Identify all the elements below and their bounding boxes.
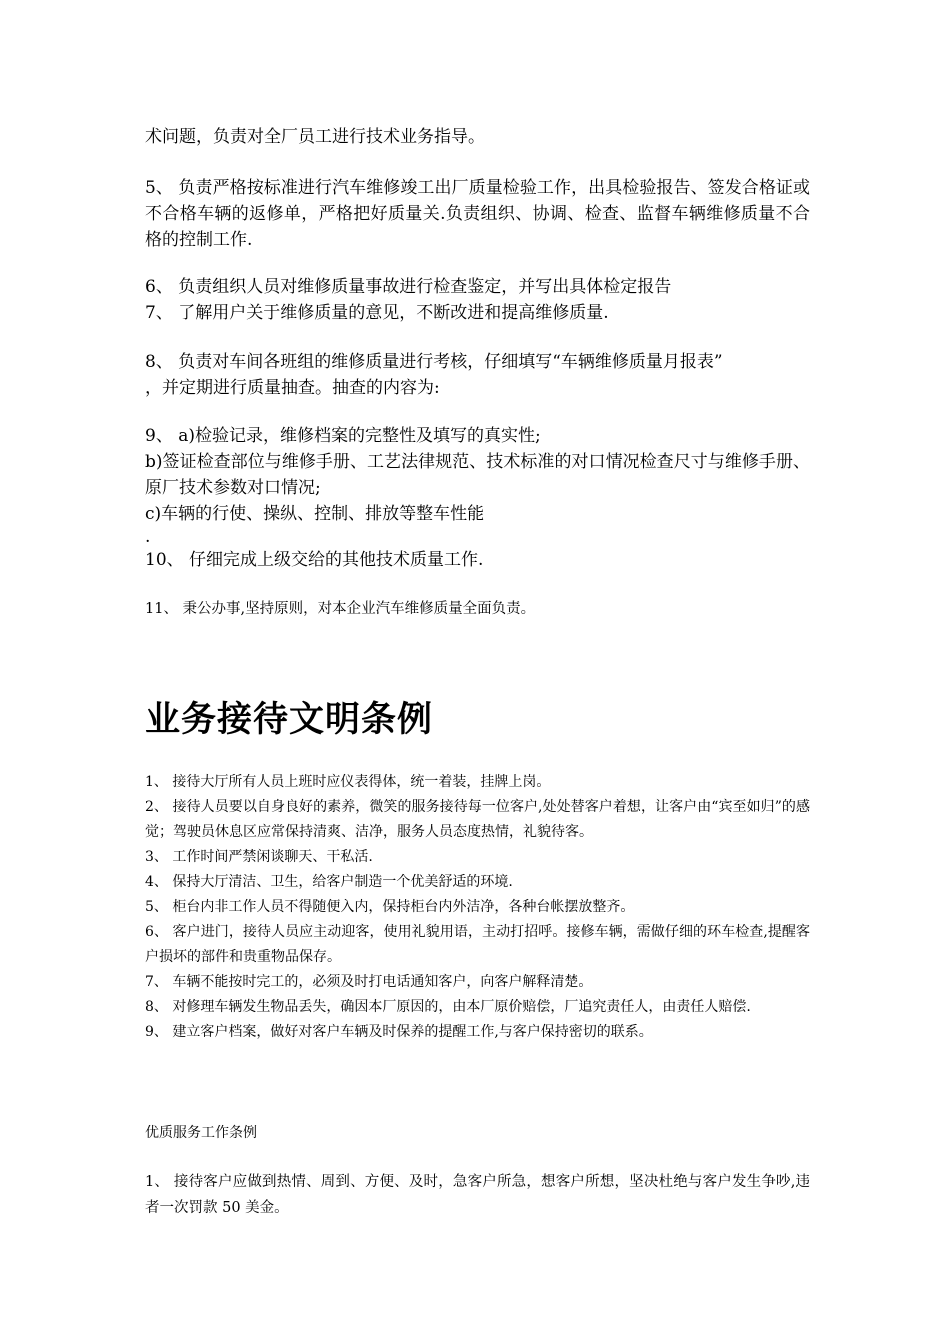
- item-9a: 9、 a)检验记录，维修档案的完整性及填写的真实性;: [145, 426, 541, 446]
- list-item: 7、 车辆不能按时完工的，必须及时打电话通知客户，向客户解释清楚。: [145, 974, 593, 990]
- service-rule-item-1: 1、 接待客户应做到热情、周到、方便、及时，急客户所急，想客户所想，坚决杜绝与客户发生争吵,违者一次罚款 50 美金。: [145, 1174, 810, 1216]
- list-item: 8、 对修理车辆发生物品丢失，确因本厂原因的，由本厂原价赔偿，厂追究责任人，由责任人赔偿.: [145, 999, 751, 1015]
- item-8-line1: 8、 负责对车间各班组的维修质量进行考核，仔细填写“车辆维修质量月报表”: [145, 352, 723, 372]
- item-9c: c)车辆的行使、操纵、控制、排放等整车性能: [145, 504, 485, 524]
- list-item: 9、 建立客户档案，做好对客户车辆及时保养的提醒工作,与客户保持密切的联系。: [145, 1024, 653, 1040]
- list-item: 5、 柜台内非工作人员不得随便入内，保持柜台内外洁净，各种台帐摆放整齐。: [145, 899, 635, 915]
- list-item: 2、 接待人员要以自身良好的素养，微笑的服务接待每一位客户,处处替客户着想，让客户由“宾至如归”的感觉；驾驶员休息区应常保持清爽、洁净，服务人员态度热情，礼貌待客。: [145, 799, 810, 840]
- item-6: 6、 负责组织人员对维修质量事故进行检查鉴定，并写出具体检定报告: [145, 277, 672, 297]
- subsection-title: [145, 1121, 810, 1146]
- paragraph-item-11: [145, 596, 810, 622]
- item-11: 11、 秉公办事,坚持原则，对本企业汽车维修质量全面负责。: [145, 601, 536, 617]
- list-item: 3、 工作时间严禁闲谈聊天、干私活.: [145, 849, 373, 865]
- subsection-title-text: 优质服务工作条例: [145, 1125, 257, 1141]
- paragraph-item-9: [145, 423, 810, 573]
- paragraph-tech-guidance: [145, 124, 810, 150]
- trailing-dot: .: [145, 527, 151, 547]
- text-line: 术问题，负责对全厂员工进行技术业务指导。: [145, 127, 485, 147]
- section-heading: 业务接待文明条例: [145, 700, 434, 740]
- item-8-line2: ，并定期进行质量抽查。抽查的内容为:: [145, 378, 440, 398]
- paragraph-item-6-7: [145, 274, 810, 326]
- list-item: 6、 客户进门，接待人员应主动迎客，使用礼貌用语，主动打招呼。接修车辆，需做仔细的环车检查,提醒客户损坏的部件和贵重物品保存。: [145, 924, 810, 965]
- item-7: 7、 了解用户关于维修质量的意见，不断改进和提高维修质量.: [145, 303, 609, 323]
- item-10: 10、 仔细完成上级交给的其他技术质量工作.: [145, 550, 484, 570]
- reception-rules-list: [145, 770, 810, 1045]
- paragraph-item-5: 5、 负责严格按标准进行汽车维修竣工出厂质量检验工作，出具检验报告、签发合格证或不合格车辆的返修单，严格把好质量关.负责组织、协调、检查、监督车辆维修质量不合格的控制工作.: [145, 178, 810, 250]
- list-item: 4、 保持大厅清洁、卫生，给客户制造一个优美舒适的环境.: [145, 874, 513, 890]
- paragraph-item-8: [145, 349, 810, 401]
- list-item: 1、 接待大厅所有人员上班时应仪表得体，统一着装，挂牌上岗。: [145, 774, 551, 790]
- item-9b: b)签证检查部位与维修手册、工艺法律规范、技术标准的对口情况检查尺寸与维修手册、原厂技术参数对口情况;: [145, 452, 810, 498]
